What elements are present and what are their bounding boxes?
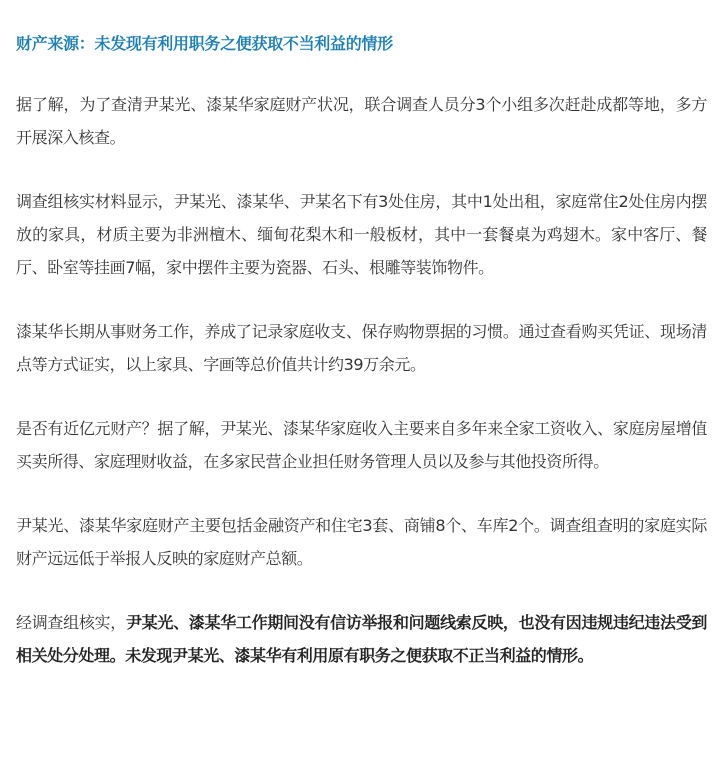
paragraph-housing-furniture: 调查组核实材料显示，尹某光、漆某华、尹某名下有3处住房，其中1处出租，家庭常住2处住房内摆放的家具，材质主要为非洲檀木、缅甸花梨木和一般板材，其中一套餐桌为鸡翅木。家中客厅、餐厅、卧室等挂画7幅，家中摆件主要为瓷器、石头、根雕等装饰物件。 [16,192,707,277]
paragraph-income-sources: 是否有近亿元财产？据了解，尹某光、漆某华家庭收入主要来自多年来全家工资收入、家庭房屋增值买卖所得、家庭理财收益，在多家民营企业担任财务管理人员以及参与其他投资所得。 [16,419,707,471]
conclusion-intro: 经调查组核实， [16,613,126,632]
paragraph-conclusion [16,606,707,672]
conclusion-finding: 尹某光、漆某华工作期间没有信访举报和问题线索反映，也没有因违规违纪违法受到相关处分处理。未发现尹某光、漆某华有利用原有职务之便获取不正当利益的情形。 [16,613,708,665]
paragraph-family-assets: 尹某光、漆某华家庭财产主要包括金融资产和住宅3套、商铺8个、车库2个。调查组查明的家庭实际财产远远低于举报人反映的家庭财产总额。 [16,516,707,568]
section-heading: 财产来源：未发现有利用职务之便获取不当利益的情形 [16,34,393,53]
paragraph-furniture-value: 漆某华长期从事财务工作，养成了记录家庭收支、保存购物票据的习惯。通过查看购买凭证、现场清点等方式证实，以上家具、字画等总价值共计约39万余元。 [16,322,707,374]
paragraph-investigation: 据了解，为了查清尹某光、漆某华家庭财产状况，联合调查人员分3个小组多次赶赴成都等地，多方开展深入核查。 [16,95,707,147]
